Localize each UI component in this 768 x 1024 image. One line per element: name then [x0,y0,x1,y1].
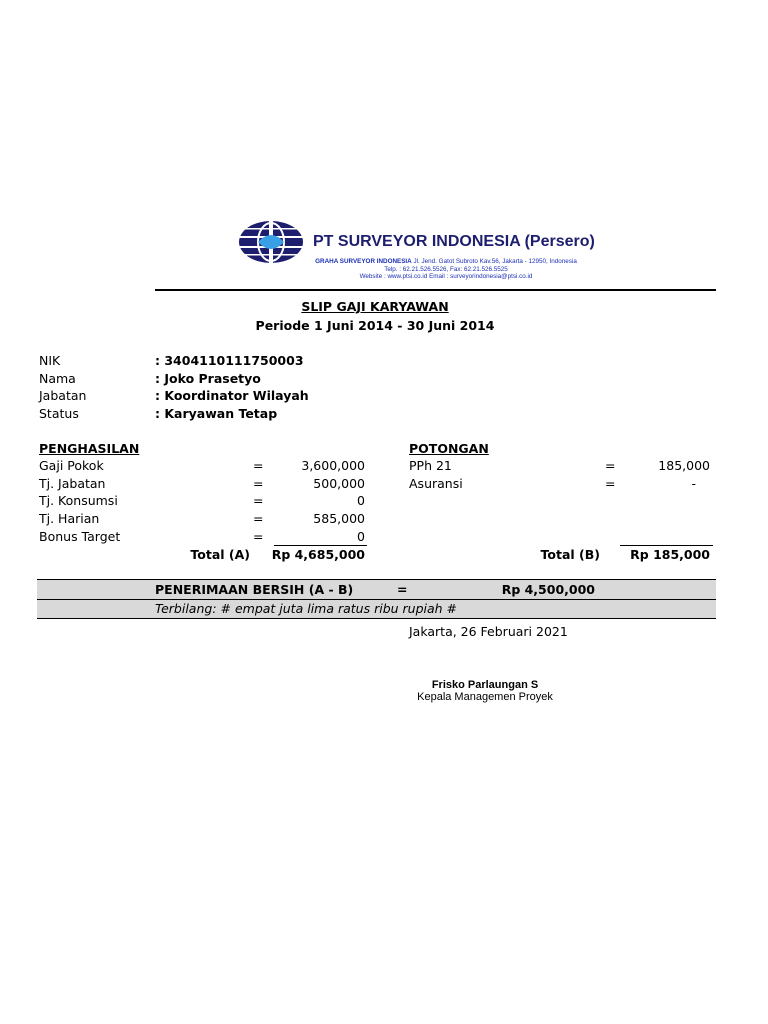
phone-line: Telp. : 62.21.526.5526, Fax: 62.21.526.5525 [384,265,508,273]
employee-value: : Karyawan Tetap [155,406,278,421]
slip-title: SLIP GAJI KARYAWAN [301,299,449,314]
globe-logo-icon [238,220,304,264]
net-eq: = [397,582,408,597]
deduction-item-value: 185,000 [658,458,710,473]
deduction-heading: POTONGAN [409,441,489,456]
signatory-name: Frisko Parlaungan S [431,679,539,691]
deduction-item-label: PPh 21 [409,458,452,473]
income-item-label: Tj. Konsumsi [39,493,118,508]
deduction-item-value: - [691,476,696,491]
company-name: PT SURVEYOR INDONESIA (Persero) [313,233,595,250]
deduction-item-eq: = [605,476,616,491]
income-item-eq: = [253,458,264,473]
net-band [37,580,716,599]
employee-label: Status [39,406,79,421]
signatory-position: Kepala Managemen Proyek [417,691,553,703]
web-line: Website : www.ptsi.co.id Email : surveyorindonesia@ptsi.co.id [359,273,533,280]
income-item-label: Gaji Pokok [39,458,104,473]
spelled-amount: Terbilang: # empat juta lima ratus ribu rupiah # [155,601,458,616]
address-bold: GRAHA SURVEYOR INDONESIA [315,258,412,265]
deduction-item-label: Asuransi [409,476,463,491]
employee-value: : Joko Prasetyo [155,371,261,386]
net-bottom-line [37,618,716,619]
income-total-value: Rp 4,685,000 [271,547,365,562]
income-item-eq: = [253,511,264,526]
income-item-value: 500,000 [313,476,365,491]
income-item-eq: = [253,493,264,508]
income-item-label: Tj. Harian [39,511,100,526]
address-rest: Jl. Jend. Gatot Subroto Kav.56, Jakarta - 12950, Indonesia [411,258,577,265]
place-date: Jakarta, 26 Februari 2021 [409,624,568,639]
income-item-value: 585,000 [313,511,365,526]
employee-label: NIK [39,353,61,368]
income-item-label: Tj. Jabatan [39,476,106,491]
income-heading: PENGHASILAN [39,441,140,456]
deduction-item-eq: = [605,458,616,473]
address-line [296,258,596,266]
company-logo [238,220,304,264]
income-item-value: 0 [357,493,365,508]
net-label: PENERIMAAN BERSIH (A - B) [155,582,354,597]
income-item-eq: = [253,476,264,491]
deduction-total-line [620,545,713,546]
net-value: Rp 4,500,000 [501,582,595,597]
header-divider [155,289,716,291]
employee-value: : Koordinator Wilayah [155,388,309,403]
deduction-total-label: Total (B) [540,547,600,562]
employee-value: : 3404110111750003 [155,353,304,368]
company-address [296,258,596,281]
income-item-label: Bonus Target [39,529,121,544]
employee-label: Jabatan [39,388,87,403]
slip-period: Periode 1 Juni 2014 - 30 Juni 2014 [255,318,495,333]
income-total-line [274,545,367,546]
deduction-total-value: Rp 185,000 [630,547,710,562]
income-item-value: 3,600,000 [301,458,365,473]
income-total-label: Total (A) [190,547,250,562]
income-item-eq: = [253,529,264,544]
employee-label: Nama [39,371,76,386]
income-item-value: 0 [357,529,365,544]
